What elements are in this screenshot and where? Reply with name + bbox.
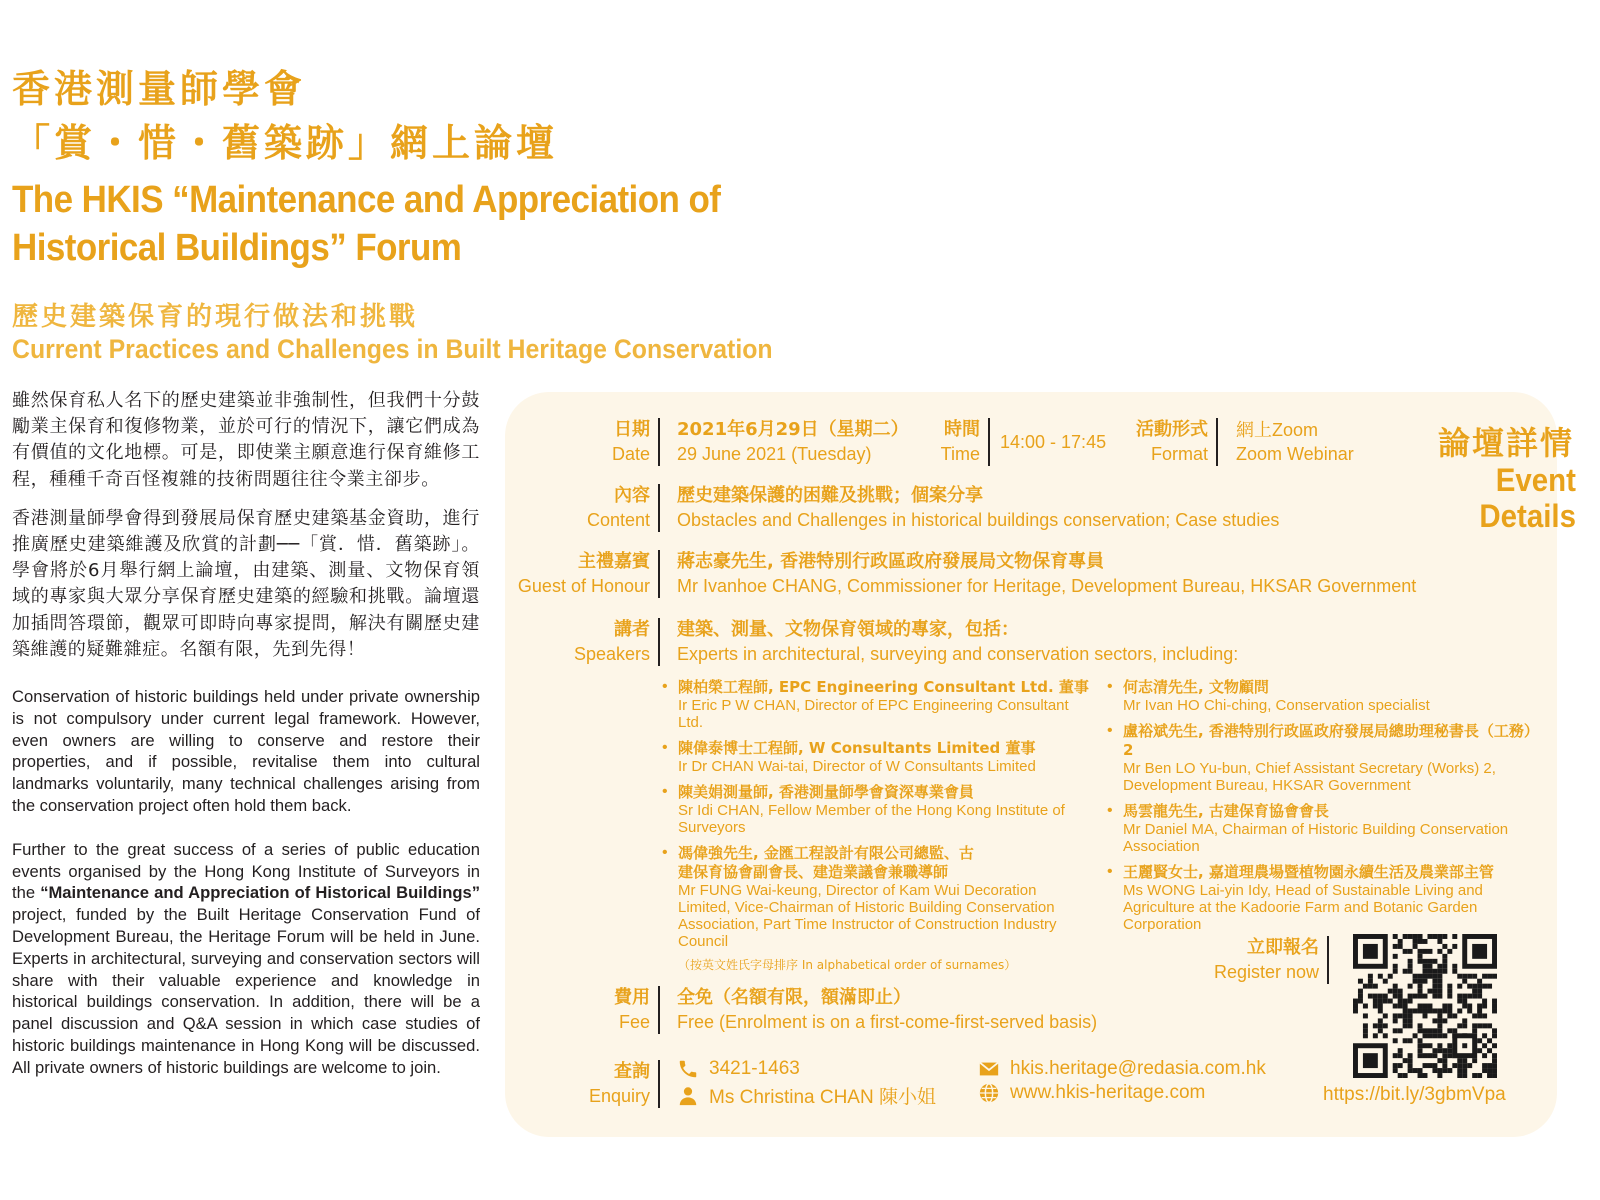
phone-icon (677, 1058, 699, 1080)
contact-person: Ms Christina CHAN 陳小姐 (709, 1087, 936, 1108)
intro-column (12, 388, 480, 1079)
speaker-item (662, 783, 1092, 836)
date-label-zh: 日期 (614, 419, 650, 440)
content-label-en: Content (586, 510, 650, 530)
event-heading-line1: Event (1495, 462, 1576, 498)
guest-label-zh: 主禮嘉賓 (578, 551, 650, 572)
website-row[interactable] (978, 1082, 1205, 1104)
enquiry-label-en: Enquiry (588, 1086, 650, 1106)
speaker-name-zh: • 盧裕斌先生, 香港特別行政區政府發展局總助理秘書長（工務）2 (1123, 722, 1532, 759)
contact-row (677, 1082, 936, 1109)
date-label (612, 418, 660, 466)
subtitle-en: Current Practices and Challenges in Built Heritage Conservation (12, 334, 773, 364)
date-value-en: 29 June 2021 (Tuesday) (677, 444, 872, 464)
intro-en-p2-project-name: “Maintenance and Appreciation of Historical Buildings” (40, 883, 481, 903)
date-label-en: Date (611, 444, 650, 464)
format-value (1236, 418, 1354, 466)
speaker-name-en: Ms WONG Lai-yin Idy, Head of Sustainable Living and Agriculture at the Kadoorie Farm and Botanic Garden Corporation (1123, 882, 1483, 933)
phone-row[interactable] (677, 1058, 800, 1080)
date-value-zh: 2021年6月29日（星期二） (677, 419, 909, 440)
date-value (677, 418, 909, 466)
fee-value-en: Free (Enrolment is on a first-come-first-served basis) (677, 1012, 1098, 1032)
speaker-name-en: Mr Ben LO Yu-bun, Chief Assistant Secretary (Works) 2, Development Bureau, HKSAR Government (1123, 760, 1496, 794)
speaker-name-zh: • 馮偉強先生, 金匯工程設計有限公司總監、古建保育協會副會長、建造業議會兼職導師 (678, 844, 974, 881)
guest-value-en: Mr Ivanhoe CHANG, Commissioner for Heritage, Development Bureau, HKSAR Government (677, 576, 1417, 596)
speaker-item (662, 678, 1092, 731)
speakers-list-right (1107, 678, 1537, 941)
speaker-name-zh: • 何志清先生, 文物顧問 (1123, 678, 1269, 696)
register-label-zh[interactable]: 立即報名 (1247, 937, 1319, 958)
website-url[interactable]: www.hkis-heritage.com (1010, 1082, 1206, 1103)
register-label[interactable] (1214, 936, 1329, 984)
speaker-name-zh: • 陳偉泰博士工程師, W Consultants Limited 董事 (678, 739, 1036, 757)
event-details-heading-zh: 論壇詳情 (1437, 424, 1574, 462)
speaker-item (1107, 678, 1537, 714)
speaker-name-zh: • 王麗賢女士, 嘉道理農場暨植物園永續生活及農業部主管 (1123, 863, 1494, 881)
speaker-name-zh: • 陳美娟測量師, 香港測量師學會資深專業會員 (678, 783, 974, 801)
speakers-order-note: （按英文姓氏字母排序 In alphabetical order of surnames） (678, 958, 1017, 972)
format-value-zh: 網上Zoom (1236, 420, 1319, 440)
speaker-name-en: Sr Idi CHAN, Fellow Member of the Hong Kong Institute of Surveyors (678, 802, 1065, 836)
format-label (1136, 418, 1218, 466)
content-label (587, 484, 660, 532)
speakers-label-en: Speakers (573, 644, 650, 664)
content-value (677, 484, 1279, 532)
format-label-en: Format (1150, 444, 1208, 464)
forum-title-en-line2: Historical Buildings” Forum (12, 227, 462, 269)
guest-value (677, 550, 1416, 598)
fee-label (614, 986, 660, 1034)
event-details-heading-en (1479, 462, 1576, 534)
guest-label-en: Guest of Honour (517, 576, 650, 596)
register-url[interactable]: https://bit.ly/3gbmVpa (1323, 1084, 1506, 1105)
intro-en-p2-text-b: project, funded by the Built Heritage Conservation Fund of Development Bureau, the Heritage Forum will be held in June. Experts in architectural, surveying and conservation sectors will share with their valuable experience and knowledge in historical buildings conservation. In addition, there will be a panel discussion and Q&A session in which case studies of historic buildings maintenance in Hong Kong will be discussed. All private owners of historic buildings are welcome to join. (12, 905, 480, 1077)
enquiry-label (589, 1060, 660, 1108)
intro-en-p2-text-a: Further to the great success of a series of public education events organised by the Hong Kong Institute of Surveyors in the (12, 839, 480, 903)
time-label (941, 418, 990, 466)
speaker-item (1107, 722, 1537, 794)
speaker-item (662, 844, 1092, 950)
speaker-name-en: Mr Daniel MA, Chairman of Historic Building Conservation Association (1123, 821, 1509, 855)
forum-title-zh: 「賞・惜・舊築跡」網上論壇 (12, 121, 559, 165)
speakers-value-zh: 建築、測量、文物保育領域的專家，包括： (677, 619, 1019, 640)
globe-icon (978, 1082, 1000, 1104)
qr-code-icon[interactable] (1353, 934, 1497, 1078)
speakers-value (677, 618, 1238, 666)
content-value-zh: 歷史建築保護的困難及挑戰；個案分享 (677, 485, 983, 506)
time-label-zh: 時間 (944, 419, 980, 440)
intro-zh-paragraph-2: 香港測量師學會得到發展局保育歷史建築基金資助，進行推廣歷史建築維護及欣賞的計劃──「賞．惜．舊築跡」。學會將於6月舉行網上論壇，由建築、測量、文物保育領域的專家與大眾分享保育歷史建築的經驗和挑戰。論壇還加插問答環節，觀眾可即時向專家提問，解決有關歷史建築維護的疑難雜症。名額有限，先到先得！ (12, 507, 480, 660)
speakers-list-left (662, 678, 1092, 973)
time-value-text: 14:00 - 17:45 (1000, 432, 1107, 452)
enquiry-label-zh: 查詢 (614, 1061, 650, 1082)
speaker-name-en: Mr Ivan HO Chi-ching, Conservation specialist (1123, 697, 1430, 714)
subtitle-zh: 歷史建築保育的現行做法和挑戰 (12, 302, 419, 332)
fee-label-zh: 費用 (614, 987, 650, 1008)
intro-en-paragraph-2 (12, 839, 480, 1079)
guest-label (518, 550, 660, 598)
speaker-name-en: Ir Dr CHAN Wai-tai, Director of W Consultants Limited (678, 758, 1036, 775)
forum-title-en-line1: The HKIS “Maintenance and Appreciation of (12, 179, 721, 221)
person-icon (677, 1085, 699, 1107)
fee-label-en: Fee (618, 1012, 650, 1032)
intro-zh-paragraph-1: 雖然保育私人名下的歷史建築並非強制性，但我們十分鼓勵業主保育和復修物業，並於可行的情況下，讓它們成為有價值的文化地標。可是，即使業主願意進行保育維修工程，種種千奇百怪複雜的技術問題往往令業主卻步。 (12, 390, 480, 490)
speaker-name-zh: • 馬雲龍先生, 古建保育協會會長 (1123, 802, 1329, 820)
speaker-item (1107, 802, 1537, 855)
format-label-zh: 活動形式 (1136, 419, 1208, 440)
fee-value-zh: 全免（名額有限，額滿即止） (677, 987, 911, 1008)
speaker-name-en: Mr FUNG Wai-keung, Director of Kam Wui Decoration Limited, Vice-Chairman of Historic Building Conservation Association, Part Time Instructor of Construction Industry Council (678, 882, 1057, 950)
email-address[interactable]: hkis.heritage@redasia.com.hk (1010, 1058, 1266, 1079)
time-label-en: Time (940, 444, 980, 464)
speaker-name-zh: • 陳柏榮工程師, EPC Engineering Consultant Ltd. 董事 (678, 678, 1089, 696)
time-value (1000, 430, 1106, 454)
phone-number[interactable]: 3421-1463 (709, 1058, 800, 1079)
speakers-value-en: Experts in architectural, surveying and conservation sectors, including: (677, 644, 1239, 664)
guest-value-zh: 蔣志豪先生, 香港特別行政區政府發展局文物保育專員 (677, 551, 1105, 572)
speaker-item (1107, 863, 1537, 933)
event-heading-line2: Details (1479, 498, 1576, 534)
speakers-label-zh: 講者 (614, 619, 650, 640)
speaker-name-en: Ir Eric P W CHAN, Director of EPC Engineering Consultant Ltd. (678, 697, 1069, 731)
content-label-zh: 內容 (614, 485, 650, 506)
email-icon (978, 1058, 1000, 1080)
register-label-en[interactable]: Register now (1213, 962, 1319, 982)
org-title-zh: 香港測量師學會 (12, 67, 307, 111)
content-value-en: Obstacles and Challenges in historical buildings conservation; Case studies (677, 510, 1280, 530)
speakers-label (574, 618, 660, 666)
intro-en-paragraph-1: Conservation of historic buildings held under private ownership is not compulsory under current legal framework. However, even owners are willing to conserve and restore their properties, and if possible, revitalise them into cultural landmarks voluntarily, many technical challenges arising from the conservation project often hold them back. (12, 687, 480, 816)
fee-value (677, 986, 1097, 1034)
format-value-en: Zoom Webinar (1236, 444, 1354, 464)
email-row[interactable] (978, 1058, 1266, 1080)
speaker-item (662, 739, 1092, 775)
